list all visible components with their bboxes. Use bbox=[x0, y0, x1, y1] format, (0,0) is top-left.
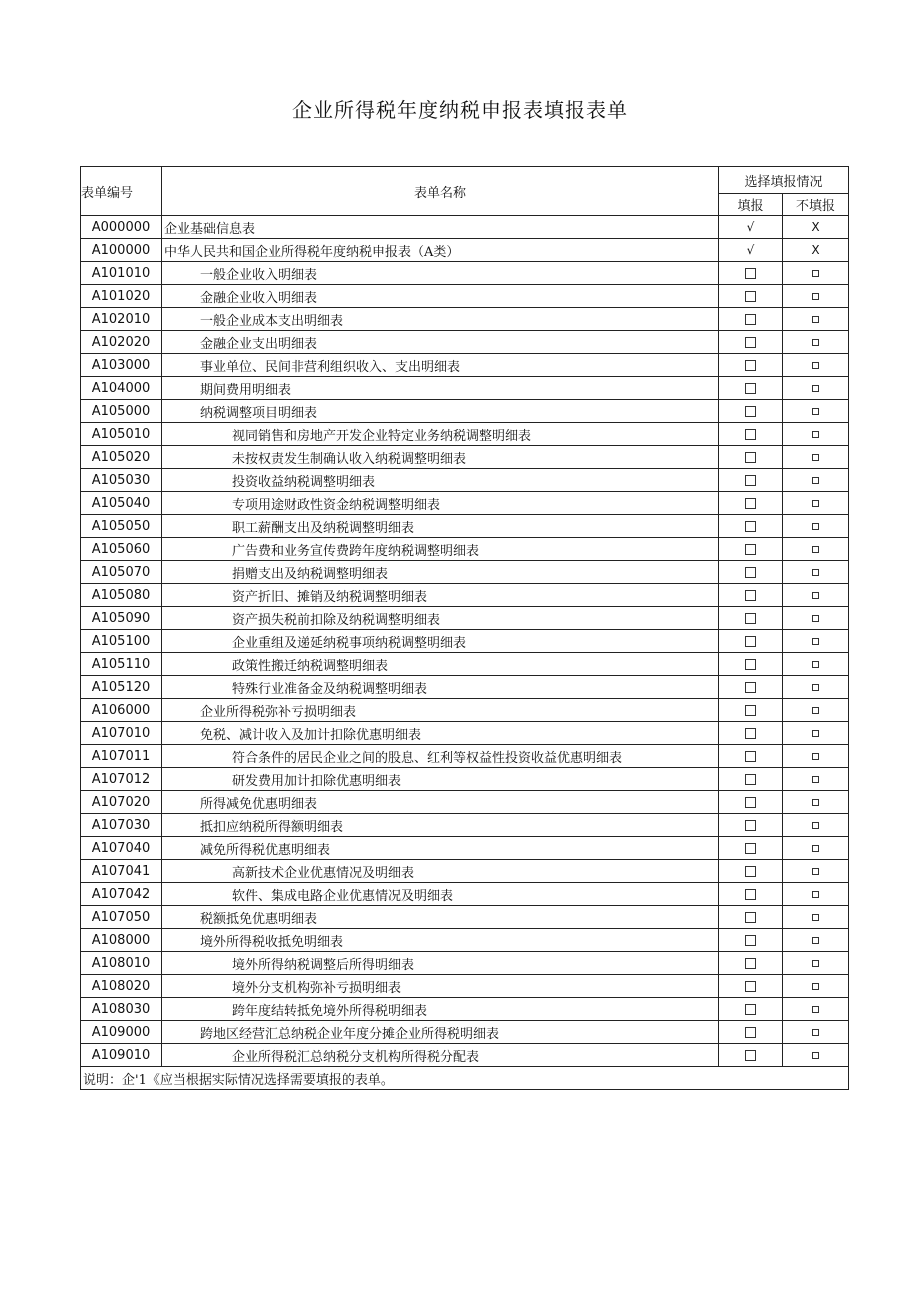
form-code: A101010 bbox=[81, 262, 162, 285]
nofill-checkbox[interactable] bbox=[812, 293, 819, 300]
fill-checkbox[interactable] bbox=[745, 705, 756, 716]
fill-checkbox[interactable] bbox=[745, 797, 756, 808]
form-code: A100000 bbox=[81, 239, 162, 262]
form-code: A107041 bbox=[81, 860, 162, 883]
nofill-cell[interactable] bbox=[783, 538, 849, 561]
table-row bbox=[81, 722, 849, 745]
nofill-cell[interactable] bbox=[783, 998, 849, 1021]
form-name: 所得减免优惠明细表 bbox=[162, 791, 719, 814]
form-code: A105000 bbox=[81, 400, 162, 423]
header-fill: 填报 bbox=[719, 194, 783, 216]
nofill-cell[interactable] bbox=[783, 331, 849, 354]
form-name: 企业所得税汇总纳税分支机构所得税分配表 bbox=[162, 1044, 719, 1067]
table-row bbox=[81, 331, 849, 354]
form-name: 一般企业收入明细表 bbox=[162, 262, 719, 285]
form-name: 金融企业收入明细表 bbox=[162, 285, 719, 308]
form-name: 事业单位、民间非营利组织收入、支出明细表 bbox=[162, 354, 719, 377]
fill-checkbox[interactable] bbox=[745, 590, 756, 601]
nofill-checkbox[interactable] bbox=[812, 914, 819, 921]
table-row bbox=[81, 377, 849, 400]
table-row bbox=[81, 814, 849, 837]
fill-cell[interactable] bbox=[719, 469, 783, 492]
table-row bbox=[81, 699, 849, 722]
nofill-cell[interactable] bbox=[783, 423, 849, 446]
fill-checkbox[interactable] bbox=[745, 406, 756, 417]
fill-checkbox[interactable] bbox=[745, 728, 756, 739]
form-name: 纳税调整项目明细表 bbox=[162, 400, 719, 423]
form-code: A105070 bbox=[81, 561, 162, 584]
header-name: 表单名称 bbox=[162, 167, 719, 216]
nofill-cell[interactable] bbox=[783, 515, 849, 538]
nofill-cell[interactable] bbox=[783, 837, 849, 860]
form-name: 政策性搬迁纳税调整明细表 bbox=[162, 653, 719, 676]
table-row bbox=[81, 837, 849, 860]
fill-checkbox[interactable] bbox=[745, 337, 756, 348]
fill-cell[interactable] bbox=[719, 653, 783, 676]
nofill-checkbox[interactable] bbox=[812, 1029, 819, 1036]
form-name: 特殊行业准备金及纳税调整明细表 bbox=[162, 676, 719, 699]
nofill-cell[interactable] bbox=[783, 1044, 849, 1067]
cross-mark-icon: X bbox=[811, 219, 820, 234]
nofill-checkbox[interactable] bbox=[812, 661, 819, 668]
nofill-checkbox[interactable] bbox=[812, 845, 819, 852]
header-nofill: 不填报 bbox=[783, 194, 849, 216]
nofill-cell[interactable] bbox=[783, 630, 849, 653]
fill-cell[interactable] bbox=[719, 837, 783, 860]
form-name: 金融企业支出明细表 bbox=[162, 331, 719, 354]
form-name: 广告费和业务宣传费跨年度纳税调整明细表 bbox=[162, 538, 719, 561]
form-name: 境外所得纳税调整后所得明细表 bbox=[162, 952, 719, 975]
nofill-cell[interactable] bbox=[783, 975, 849, 998]
form-name: 企业所得税弥补亏损明细表 bbox=[162, 699, 719, 722]
fill-cell[interactable] bbox=[719, 814, 783, 837]
check-mark-icon: √ bbox=[746, 219, 755, 234]
nofill-checkbox[interactable] bbox=[812, 1052, 819, 1059]
nofill-cell[interactable] bbox=[783, 906, 849, 929]
fill-cell[interactable] bbox=[719, 354, 783, 377]
form-code: A108020 bbox=[81, 975, 162, 998]
form-code: A105100 bbox=[81, 630, 162, 653]
form-name: 企业重组及递延纳税事项纳税调整明细表 bbox=[162, 630, 719, 653]
nofill-checkbox[interactable] bbox=[812, 868, 819, 875]
nofill-cell[interactable] bbox=[783, 216, 849, 239]
note-text: 说明：企'1《应当根据实际情况选择需要填报的表单。 bbox=[81, 1067, 849, 1090]
fill-checkbox[interactable] bbox=[745, 751, 756, 762]
form-code: A103000 bbox=[81, 354, 162, 377]
form-name: 一般企业成本支出明细表 bbox=[162, 308, 719, 331]
form-name: 企业基础信息表 bbox=[162, 216, 719, 239]
form-name: 减免所得税优惠明细表 bbox=[162, 837, 719, 860]
form-name: 投资收益纳税调整明细表 bbox=[162, 469, 719, 492]
nofill-cell[interactable] bbox=[783, 929, 849, 952]
fill-cell[interactable] bbox=[719, 538, 783, 561]
page-title: 企业所得税年度纳税申报表填报表单 bbox=[292, 98, 628, 122]
form-code: A104000 bbox=[81, 377, 162, 400]
nofill-cell[interactable] bbox=[783, 446, 849, 469]
table-row bbox=[81, 906, 849, 929]
form-name: 资产折旧、摊销及纳税调整明细表 bbox=[162, 584, 719, 607]
table-row bbox=[81, 400, 849, 423]
nofill-checkbox[interactable] bbox=[812, 684, 819, 691]
table-row bbox=[81, 492, 849, 515]
form-code: A107011 bbox=[81, 745, 162, 768]
form-code: A107030 bbox=[81, 814, 162, 837]
fill-cell[interactable] bbox=[719, 768, 783, 791]
nofill-checkbox[interactable] bbox=[812, 799, 819, 806]
fill-cell[interactable] bbox=[719, 377, 783, 400]
fill-cell[interactable] bbox=[719, 515, 783, 538]
form-code: A105040 bbox=[81, 492, 162, 515]
table-row bbox=[81, 561, 849, 584]
table-row bbox=[81, 768, 849, 791]
table-row bbox=[81, 308, 849, 331]
nofill-checkbox[interactable] bbox=[812, 362, 819, 369]
fill-checkbox[interactable] bbox=[745, 820, 756, 831]
fill-cell[interactable] bbox=[719, 906, 783, 929]
form-code: A105060 bbox=[81, 538, 162, 561]
form-code: A105080 bbox=[81, 584, 162, 607]
fill-cell[interactable] bbox=[719, 423, 783, 446]
nofill-cell[interactable] bbox=[783, 239, 849, 262]
header-code: 表单编号 bbox=[81, 167, 162, 216]
table-row bbox=[81, 1021, 849, 1044]
fill-checkbox[interactable] bbox=[745, 544, 756, 555]
fill-cell[interactable] bbox=[719, 676, 783, 699]
fill-cell[interactable] bbox=[719, 975, 783, 998]
note-row bbox=[81, 1067, 849, 1090]
nofill-checkbox[interactable] bbox=[812, 270, 819, 277]
nofill-checkbox[interactable] bbox=[812, 730, 819, 737]
fill-checkbox[interactable] bbox=[745, 636, 756, 647]
nofill-checkbox[interactable] bbox=[812, 431, 819, 438]
nofill-cell[interactable] bbox=[783, 354, 849, 377]
fill-cell[interactable] bbox=[719, 952, 783, 975]
form-name: 未按权责发生制确认收入纳税调整明细表 bbox=[162, 446, 719, 469]
fill-cell[interactable] bbox=[719, 239, 783, 262]
nofill-cell[interactable] bbox=[783, 653, 849, 676]
fill-checkbox[interactable] bbox=[745, 383, 756, 394]
fill-checkbox[interactable] bbox=[745, 498, 756, 509]
fill-cell[interactable] bbox=[719, 745, 783, 768]
form-code: A107010 bbox=[81, 722, 162, 745]
table-row bbox=[81, 354, 849, 377]
fill-checkbox[interactable] bbox=[745, 981, 756, 992]
nofill-cell[interactable] bbox=[783, 860, 849, 883]
nofill-cell[interactable] bbox=[783, 791, 849, 814]
fill-checkbox[interactable] bbox=[745, 659, 756, 670]
nofill-cell[interactable] bbox=[783, 492, 849, 515]
fill-checkbox[interactable] bbox=[745, 1004, 756, 1015]
form-name: 软件、集成电路企业优惠情况及明细表 bbox=[162, 883, 719, 906]
nofill-checkbox[interactable] bbox=[812, 776, 819, 783]
fill-cell[interactable] bbox=[719, 630, 783, 653]
table-row bbox=[81, 515, 849, 538]
fill-checkbox[interactable] bbox=[745, 314, 756, 325]
fill-cell[interactable] bbox=[719, 400, 783, 423]
nofill-checkbox[interactable] bbox=[812, 891, 819, 898]
fill-checkbox[interactable] bbox=[745, 567, 756, 578]
fill-checkbox[interactable] bbox=[745, 1050, 756, 1061]
nofill-checkbox[interactable] bbox=[812, 385, 819, 392]
fill-checkbox[interactable] bbox=[745, 912, 756, 923]
nofill-cell[interactable] bbox=[783, 308, 849, 331]
nofill-cell[interactable] bbox=[783, 814, 849, 837]
table-row bbox=[81, 538, 849, 561]
fill-checkbox[interactable] bbox=[745, 935, 756, 946]
form-code: A107050 bbox=[81, 906, 162, 929]
table-row bbox=[81, 216, 849, 239]
form-code: A108010 bbox=[81, 952, 162, 975]
fill-checkbox[interactable] bbox=[745, 613, 756, 624]
table-row bbox=[81, 929, 849, 952]
form-name: 期间费用明细表 bbox=[162, 377, 719, 400]
form-name: 中华人民共和国企业所得税年度纳税申报表（A类） bbox=[162, 239, 719, 262]
fill-cell[interactable] bbox=[719, 860, 783, 883]
table-row bbox=[81, 883, 849, 906]
form-name: 免税、减计收入及加计扣除优惠明细表 bbox=[162, 722, 719, 745]
fill-cell[interactable] bbox=[719, 331, 783, 354]
form-code: A106000 bbox=[81, 699, 162, 722]
nofill-cell[interactable] bbox=[783, 676, 849, 699]
fill-checkbox[interactable] bbox=[745, 475, 756, 486]
nofill-checkbox[interactable] bbox=[812, 638, 819, 645]
fill-checkbox[interactable] bbox=[745, 521, 756, 532]
form-name: 高新技术企业优惠情况及明细表 bbox=[162, 860, 719, 883]
fill-checkbox[interactable] bbox=[745, 268, 756, 279]
fill-checkbox[interactable] bbox=[745, 843, 756, 854]
form-code: A109010 bbox=[81, 1044, 162, 1067]
nofill-checkbox[interactable] bbox=[812, 408, 819, 415]
nofill-cell[interactable] bbox=[783, 285, 849, 308]
fill-cell[interactable] bbox=[719, 883, 783, 906]
fill-cell[interactable] bbox=[719, 791, 783, 814]
table-row bbox=[81, 239, 849, 262]
nofill-checkbox[interactable] bbox=[812, 1006, 819, 1013]
form-code: A105030 bbox=[81, 469, 162, 492]
nofill-checkbox[interactable] bbox=[812, 523, 819, 530]
nofill-checkbox[interactable] bbox=[812, 592, 819, 599]
fill-cell[interactable] bbox=[719, 216, 783, 239]
form-name: 抵扣应纳税所得额明细表 bbox=[162, 814, 719, 837]
form-code: A105120 bbox=[81, 676, 162, 699]
fill-checkbox[interactable] bbox=[745, 889, 756, 900]
form-name: 职工薪酬支出及纳税调整明细表 bbox=[162, 515, 719, 538]
table-row bbox=[81, 584, 849, 607]
table-row bbox=[81, 791, 849, 814]
form-name: 税额抵免优惠明细表 bbox=[162, 906, 719, 929]
nofill-cell[interactable] bbox=[783, 400, 849, 423]
form-name: 专项用途财政性资金纳税调整明细表 bbox=[162, 492, 719, 515]
table-row bbox=[81, 262, 849, 285]
fill-cell[interactable] bbox=[719, 492, 783, 515]
fill-checkbox[interactable] bbox=[745, 452, 756, 463]
nofill-checkbox[interactable] bbox=[812, 477, 819, 484]
nofill-cell[interactable] bbox=[783, 722, 849, 745]
fill-cell[interactable] bbox=[719, 1044, 783, 1067]
fill-cell[interactable] bbox=[719, 446, 783, 469]
nofill-checkbox[interactable] bbox=[812, 822, 819, 829]
nofill-checkbox[interactable] bbox=[812, 500, 819, 507]
nofill-checkbox[interactable] bbox=[812, 937, 819, 944]
form-code: A107042 bbox=[81, 883, 162, 906]
table-row bbox=[81, 1044, 849, 1067]
fill-cell[interactable] bbox=[719, 607, 783, 630]
form-code: A105050 bbox=[81, 515, 162, 538]
form-name: 符合条件的居民企业之间的股息、红利等权益性投资收益优惠明细表 bbox=[162, 745, 719, 768]
table-row bbox=[81, 653, 849, 676]
form-code: A105110 bbox=[81, 653, 162, 676]
form-name: 资产损失税前扣除及纳税调整明细表 bbox=[162, 607, 719, 630]
form-code: A107020 bbox=[81, 791, 162, 814]
form-name: 境外所得税收抵免明细表 bbox=[162, 929, 719, 952]
fill-cell[interactable] bbox=[719, 308, 783, 331]
table-row bbox=[81, 676, 849, 699]
table-row bbox=[81, 630, 849, 653]
form-name: 视同销售和房地产开发企业特定业务纳税调整明细表 bbox=[162, 423, 719, 446]
nofill-checkbox[interactable] bbox=[812, 615, 819, 622]
nofill-checkbox[interactable] bbox=[812, 983, 819, 990]
form-code: A102010 bbox=[81, 308, 162, 331]
table-row bbox=[81, 975, 849, 998]
fill-cell[interactable] bbox=[719, 584, 783, 607]
fill-cell[interactable] bbox=[719, 561, 783, 584]
form-code: A109000 bbox=[81, 1021, 162, 1044]
form-name: 捐赠支出及纳税调整明细表 bbox=[162, 561, 719, 584]
fill-checkbox[interactable] bbox=[745, 291, 756, 302]
form-code: A000000 bbox=[81, 216, 162, 239]
nofill-cell[interactable] bbox=[783, 699, 849, 722]
fill-checkbox[interactable] bbox=[745, 958, 756, 969]
nofill-cell[interactable] bbox=[783, 377, 849, 400]
form-code: A107040 bbox=[81, 837, 162, 860]
form-code: A105020 bbox=[81, 446, 162, 469]
nofill-checkbox[interactable] bbox=[812, 339, 819, 346]
fill-cell[interactable] bbox=[719, 722, 783, 745]
fill-cell[interactable] bbox=[719, 998, 783, 1021]
table-row bbox=[81, 469, 849, 492]
form-name: 跨年度结转抵免境外所得税明细表 bbox=[162, 998, 719, 1021]
nofill-cell[interactable] bbox=[783, 561, 849, 584]
form-code: A108000 bbox=[81, 929, 162, 952]
form-code: A101020 bbox=[81, 285, 162, 308]
table-row bbox=[81, 860, 849, 883]
fill-cell[interactable] bbox=[719, 262, 783, 285]
nofill-cell[interactable] bbox=[783, 1021, 849, 1044]
fill-checkbox[interactable] bbox=[745, 682, 756, 693]
table-row bbox=[81, 607, 849, 630]
form-code: A108030 bbox=[81, 998, 162, 1021]
table-row bbox=[81, 423, 849, 446]
form-code: A105010 bbox=[81, 423, 162, 446]
nofill-checkbox[interactable] bbox=[812, 454, 819, 461]
nofill-cell[interactable] bbox=[783, 262, 849, 285]
nofill-checkbox[interactable] bbox=[812, 707, 819, 714]
cross-mark-icon: X bbox=[811, 242, 820, 257]
nofill-cell[interactable] bbox=[783, 952, 849, 975]
form-code: A102020 bbox=[81, 331, 162, 354]
table-row bbox=[81, 745, 849, 768]
fill-cell[interactable] bbox=[719, 929, 783, 952]
form-name: 跨地区经营汇总纳税企业年度分摊企业所得税明细表 bbox=[162, 1021, 719, 1044]
nofill-cell[interactable] bbox=[783, 883, 849, 906]
fill-cell[interactable] bbox=[719, 285, 783, 308]
header-choice: 选择填报情况 bbox=[719, 167, 849, 194]
nofill-checkbox[interactable] bbox=[812, 316, 819, 323]
nofill-checkbox[interactable] bbox=[812, 546, 819, 553]
form-code: A105090 bbox=[81, 607, 162, 630]
nofill-cell[interactable] bbox=[783, 607, 849, 630]
nofill-cell[interactable] bbox=[783, 469, 849, 492]
nofill-cell[interactable] bbox=[783, 584, 849, 607]
nofill-cell[interactable] bbox=[783, 745, 849, 768]
check-mark-icon: √ bbox=[746, 242, 755, 257]
fill-checkbox[interactable] bbox=[745, 866, 756, 877]
form-name: 境外分支机构弥补亏损明细表 bbox=[162, 975, 719, 998]
fill-checkbox[interactable] bbox=[745, 429, 756, 440]
table-row bbox=[81, 952, 849, 975]
form-code: A107012 bbox=[81, 768, 162, 791]
nofill-checkbox[interactable] bbox=[812, 960, 819, 967]
table-row bbox=[81, 285, 849, 308]
nofill-checkbox[interactable] bbox=[812, 753, 819, 760]
nofill-checkbox[interactable] bbox=[812, 569, 819, 576]
fill-checkbox[interactable] bbox=[745, 360, 756, 371]
fill-checkbox[interactable] bbox=[745, 774, 756, 785]
nofill-cell[interactable] bbox=[783, 768, 849, 791]
table-row bbox=[81, 446, 849, 469]
table-row bbox=[81, 998, 849, 1021]
form-name: 研发费用加计扣除优惠明细表 bbox=[162, 768, 719, 791]
fill-cell[interactable] bbox=[719, 1021, 783, 1044]
fill-cell[interactable] bbox=[719, 699, 783, 722]
form-table bbox=[80, 166, 849, 1090]
fill-checkbox[interactable] bbox=[745, 1027, 756, 1038]
